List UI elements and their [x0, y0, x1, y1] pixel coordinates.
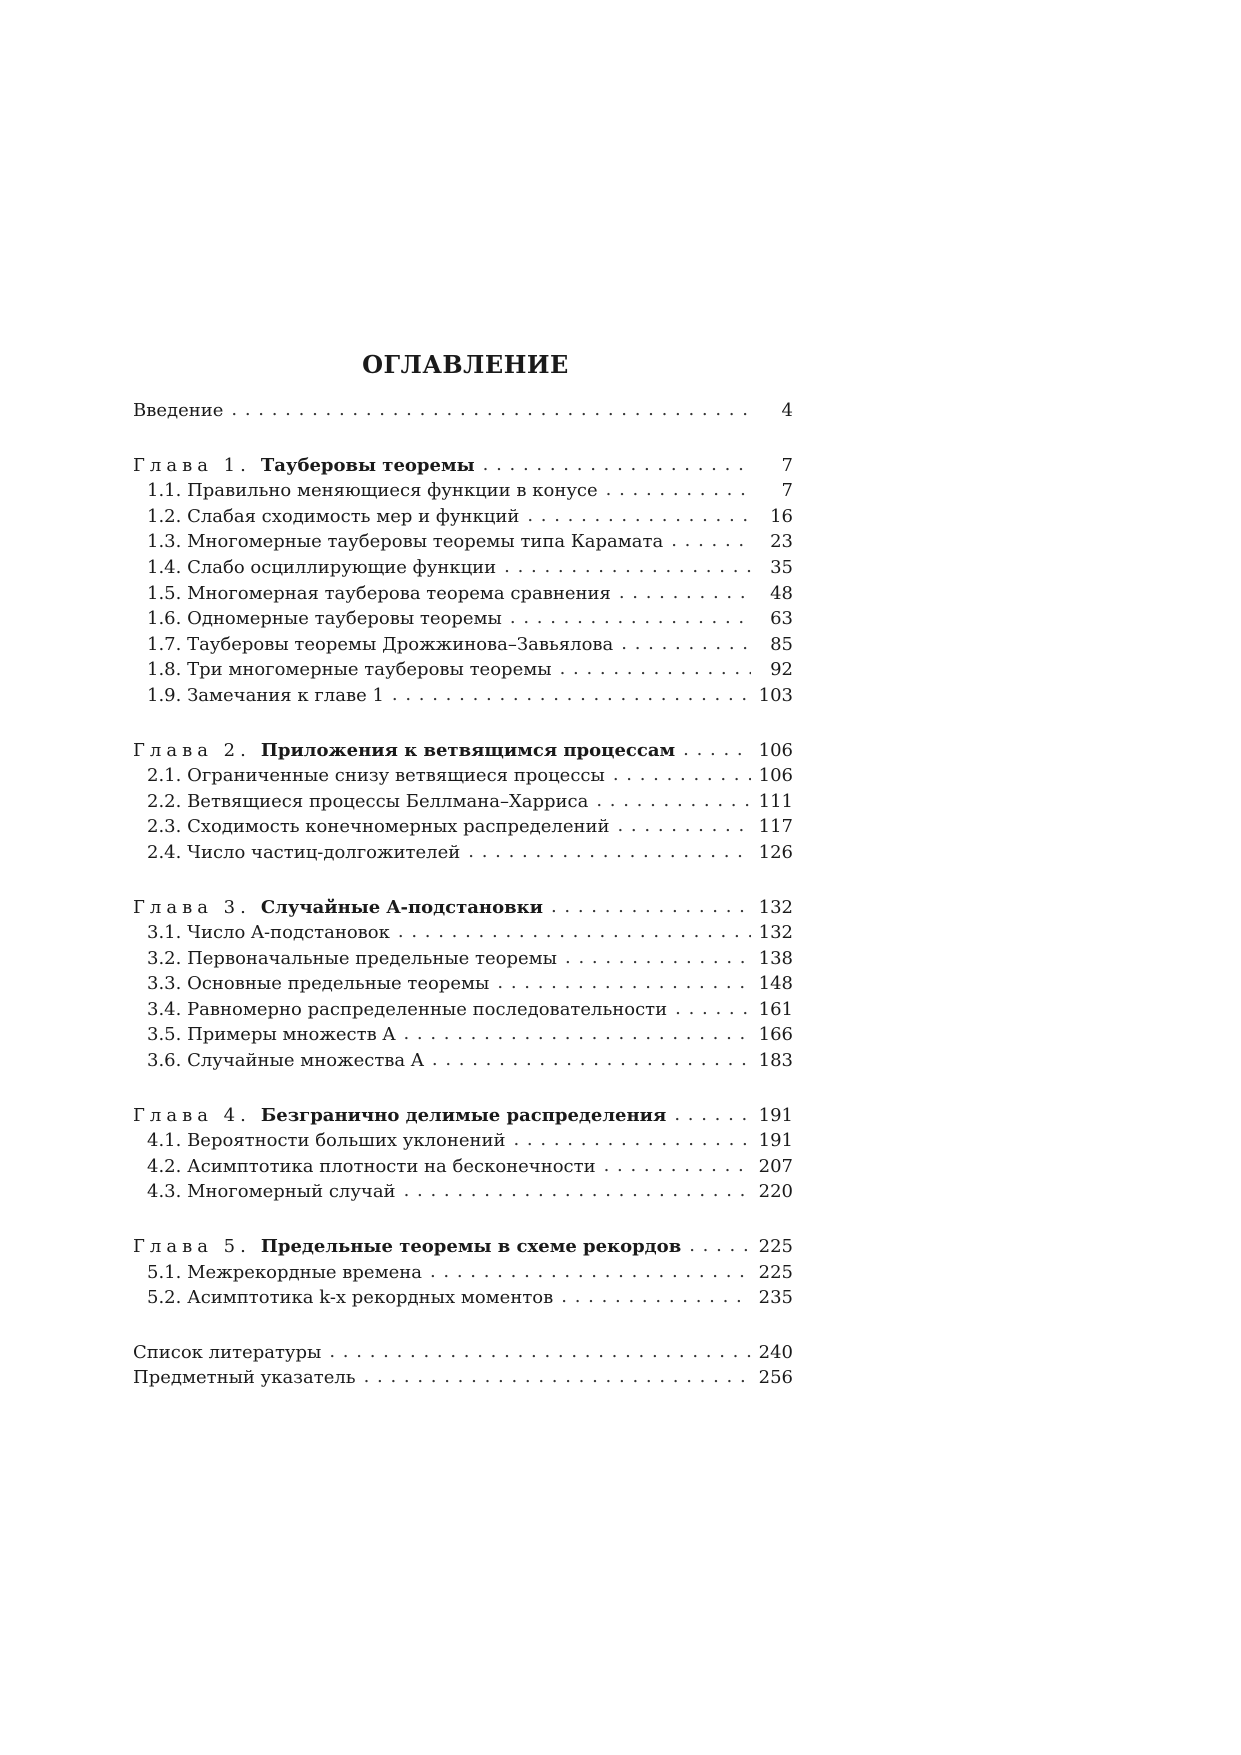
- page-number: 16: [770, 505, 793, 527]
- entry-label: Список литературы: [133, 1341, 322, 1363]
- page-number: 132: [758, 922, 793, 944]
- leader-dots: [329, 1341, 750, 1362]
- leader-dots: [432, 1049, 751, 1070]
- page-number: 148: [758, 973, 793, 995]
- page-number: 161: [758, 998, 793, 1020]
- entry-label: 3.5. Примеры множеств A: [147, 1024, 396, 1046]
- leader-dots: [430, 1261, 751, 1282]
- page-number: 191: [758, 1130, 793, 1152]
- entry-label: 5.1. Межрекордные времена: [147, 1261, 422, 1283]
- chapter-number: Глава 1.: [133, 454, 251, 476]
- page-number: 126: [758, 841, 793, 863]
- chapter-number: Глава 2.: [133, 739, 251, 761]
- entry-label: 1.3. Многомерные тауберовы теоремы типа Карамата: [147, 531, 664, 553]
- page-number: 111: [758, 790, 793, 812]
- entry-label: 1.1. Правильно меняющиеся функции в конусе: [147, 480, 598, 502]
- section-entry: [133, 922, 793, 948]
- entry-label: 3.2. Первоначальные предельные теоремы: [147, 947, 557, 969]
- section-entry: [133, 480, 793, 506]
- leader-dots: [619, 582, 751, 603]
- entry-label: 1.9. Замечания к главе 1: [147, 684, 384, 706]
- section-entry: [133, 816, 793, 842]
- leader-dots: [613, 764, 751, 785]
- section-entry: [133, 1262, 793, 1288]
- leader-dots: [604, 1155, 751, 1176]
- chapter-heading-4: [133, 1105, 793, 1131]
- leader-dots: [561, 1286, 750, 1307]
- chapter-title: Приложения к ветвящимся процессам: [260, 739, 676, 761]
- section-entry: [133, 557, 793, 583]
- page-number: 240: [758, 1341, 793, 1363]
- page-number: 183: [758, 1050, 793, 1072]
- chapter-title: Случайные A-подстановки: [260, 896, 543, 918]
- entry-label: Введение: [133, 400, 224, 421]
- page-number: 117: [758, 816, 793, 838]
- section-entry: [133, 506, 793, 532]
- section-entry: [133, 791, 793, 817]
- page-number: 92: [770, 659, 793, 681]
- entry-label: 1.7. Тауберовы теоремы Дрожжинова–Завьялова: [147, 633, 614, 655]
- page-number: 23: [770, 531, 793, 553]
- section-entry: [133, 531, 793, 557]
- section-entry: [133, 948, 793, 974]
- page-number: 35: [770, 556, 793, 578]
- entry-label: 2.3. Сходимость конечномерных распределений: [147, 816, 610, 838]
- entry-label: 1.4. Слабо осциллирующие функции: [147, 556, 497, 578]
- leader-dots: [527, 505, 751, 526]
- page-number: 220: [758, 1181, 793, 1203]
- chapter-heading-5: [133, 1236, 793, 1262]
- leader-dots: [671, 530, 751, 551]
- section-entry: [133, 1024, 793, 1050]
- leader-dots: [689, 1235, 750, 1256]
- chapter-number: Глава 3.: [133, 896, 251, 918]
- entry-label: 1.5. Многомерная тауберова теорема сравнения: [147, 582, 611, 604]
- entry-label: 3.6. Случайные множества A: [147, 1050, 424, 1072]
- page-number: 7: [781, 480, 793, 502]
- entry-label: Предметный указатель: [133, 1367, 356, 1389]
- chapter-heading-2: [133, 740, 793, 766]
- entry-label: 2.4. Число частиц-долгожителей: [147, 841, 461, 863]
- leader-dots: [231, 399, 751, 420]
- leader-dots: [513, 1129, 750, 1150]
- page-number: 132: [758, 896, 793, 918]
- chapter-number: Глава 4.: [133, 1104, 251, 1126]
- entry-label: 3.4. Равномерно распределенные последовательности: [147, 998, 668, 1020]
- section-entry: [133, 999, 793, 1025]
- entry-label: 2.1. Ограниченные снизу ветвящиеся процессы: [147, 765, 605, 787]
- entry-label: 4.2. Асимптотика плотности на бесконечности: [147, 1155, 596, 1177]
- section-entry: [133, 765, 793, 791]
- page-number: 4: [781, 400, 793, 421]
- leader-dots: [504, 556, 751, 577]
- leader-dots: [510, 607, 751, 628]
- section-entry: [133, 842, 793, 868]
- entry-label: 4.3. Многомерный случай: [147, 1181, 396, 1203]
- leader-dots: [497, 972, 750, 993]
- entry-label: 1.6. Одномерные тауберовы теоремы: [147, 608, 502, 630]
- section-entry: [133, 1130, 793, 1156]
- leader-dots: [606, 479, 751, 500]
- chapter-title: Предельные теоремы в схеме рекордов: [260, 1236, 682, 1258]
- entry-label: 4.1. Вероятности больших уклонений: [147, 1130, 506, 1152]
- leader-dots: [683, 739, 751, 760]
- section-entry: [133, 659, 793, 685]
- page-number: 138: [758, 947, 793, 969]
- leader-dots: [404, 1180, 751, 1201]
- section-entry: [133, 1287, 793, 1313]
- leader-dots: [551, 896, 751, 917]
- page-number: 103: [758, 684, 793, 706]
- entry-label: 1.8. Три многомерные тауберовы теоремы: [147, 659, 552, 681]
- section-entry: [133, 1156, 793, 1182]
- leader-dots: [364, 1366, 751, 1387]
- page-number: 235: [758, 1287, 793, 1309]
- page-number: 85: [770, 633, 793, 655]
- chapter-heading-1: [133, 455, 793, 481]
- leader-dots: [560, 658, 751, 679]
- page-number: 256: [758, 1367, 793, 1389]
- section-entry: [133, 973, 793, 999]
- entry-label: 1.2. Слабая сходимость мер и функций: [147, 505, 520, 527]
- chapter-title: Тауберовы теоремы: [260, 454, 475, 476]
- leader-dots: [565, 947, 751, 968]
- page-number: 191: [758, 1104, 793, 1126]
- toc-entry-index: [133, 1367, 793, 1393]
- page-number: 63: [770, 608, 793, 630]
- entry-label: 3.3. Основные предельные теоремы: [147, 973, 490, 995]
- leader-dots: [675, 998, 751, 1019]
- section-entry: [133, 583, 793, 609]
- section-entry: [133, 634, 793, 660]
- page-title: ОГЛАВЛЕНИЕ: [362, 350, 569, 379]
- page-number: 106: [758, 739, 793, 761]
- chapter-title: Безгранично делимые распределения: [260, 1104, 667, 1126]
- section-entry: [133, 1050, 793, 1076]
- leader-dots: [398, 921, 751, 942]
- leader-dots: [403, 1023, 750, 1044]
- page-number: 225: [758, 1261, 793, 1283]
- toc-entry-bibliography: [133, 1342, 793, 1368]
- leader-dots: [674, 1104, 750, 1125]
- page-number: 106: [758, 765, 793, 787]
- chapter-number: Глава 5.: [133, 1236, 251, 1258]
- page-number: 7: [781, 454, 793, 476]
- page-number: 166: [758, 1024, 793, 1046]
- leader-dots: [392, 684, 751, 705]
- leader-dots: [621, 633, 751, 654]
- page-number: 48: [770, 582, 793, 604]
- leader-dots: [596, 790, 750, 811]
- page-number: 207: [758, 1155, 793, 1177]
- entry-label: 3.1. Число A-подстановок: [147, 922, 390, 944]
- page-number: 225: [758, 1236, 793, 1258]
- entry-label: 2.2. Ветвящиеся процессы Беллмана–Харриса: [147, 790, 589, 812]
- table-of-contents: [133, 400, 793, 1393]
- leader-dots: [468, 841, 750, 862]
- section-entry: [133, 1181, 793, 1207]
- entry-label: 5.2. Асимптотика k-х рекордных моментов: [147, 1287, 554, 1309]
- leader-dots: [483, 454, 751, 475]
- section-entry: [133, 608, 793, 634]
- chapter-heading-3: [133, 897, 793, 923]
- section-entry: [133, 685, 793, 711]
- toc-entry-intro: [133, 400, 793, 426]
- leader-dots: [617, 815, 750, 836]
